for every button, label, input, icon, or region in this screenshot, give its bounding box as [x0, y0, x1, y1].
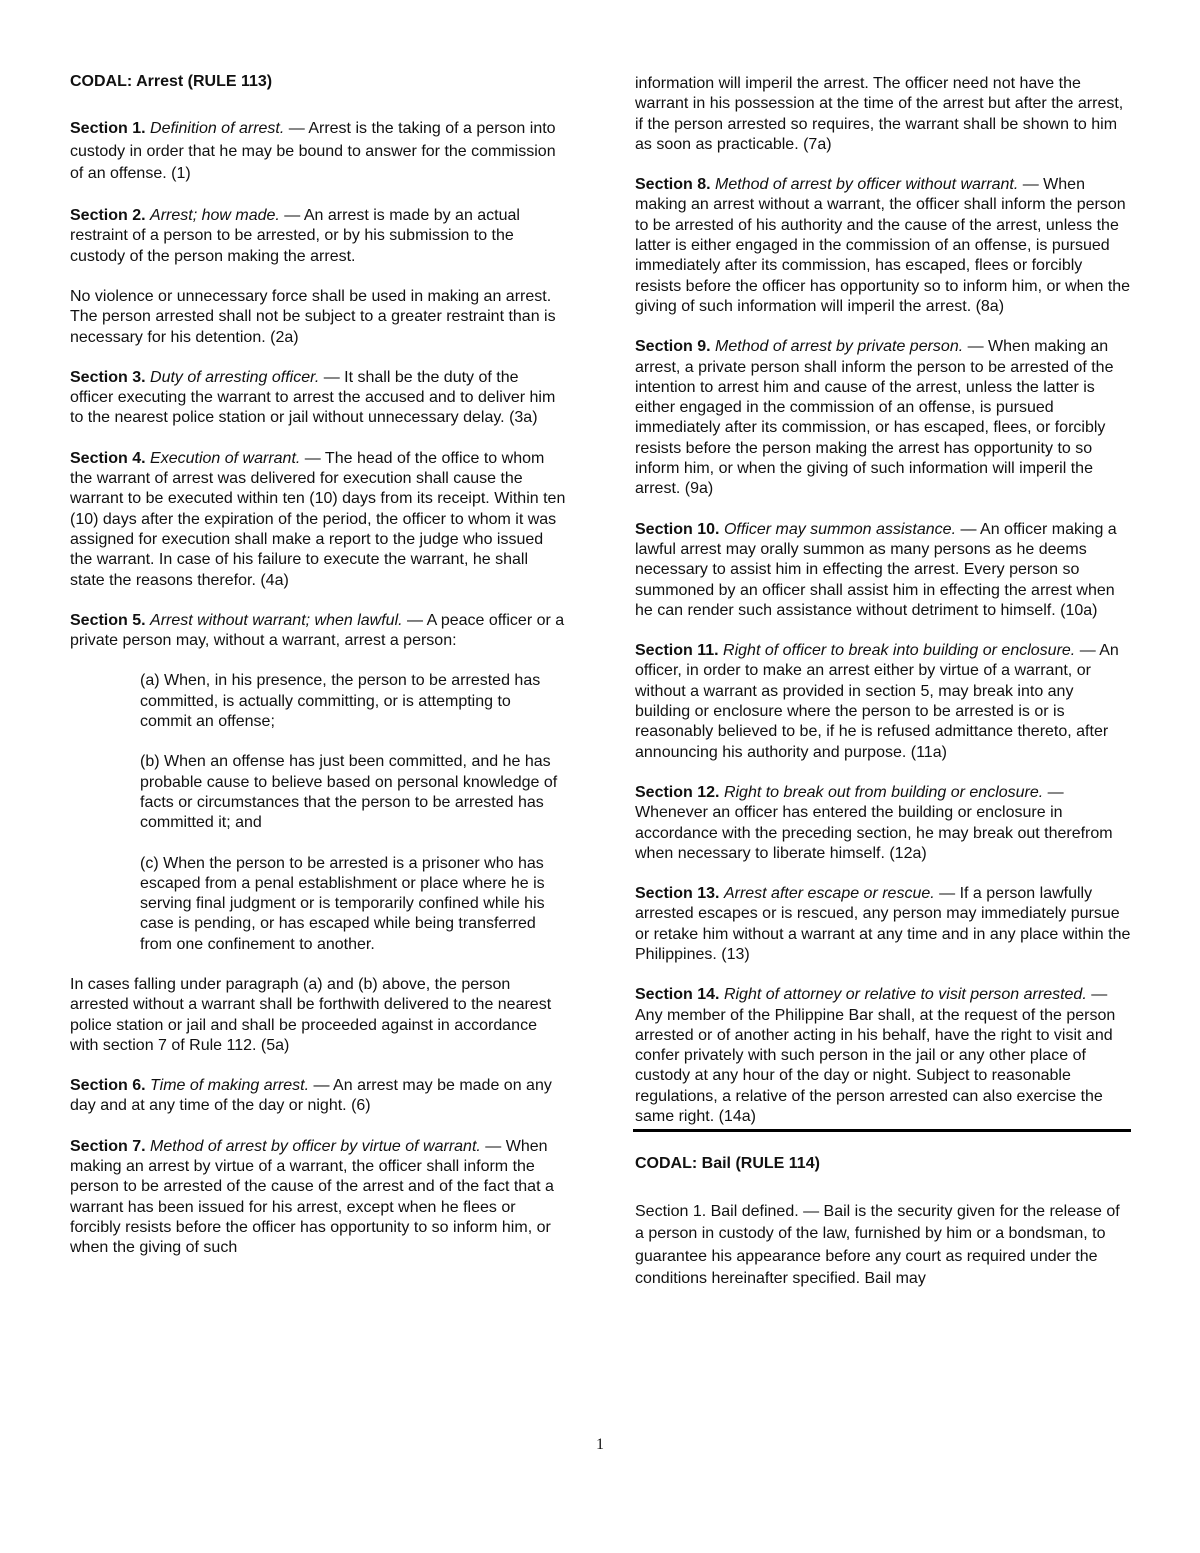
section-number: Section 12. [635, 783, 720, 801]
section-body: — If a person lawfully arrested escapes or is rescued, any person may immediately pursue or retake him without a warrant at any time and in any place within the Philippines. (13) [635, 885, 1131, 963]
section-5-item-b: (b) When an offense has just been committed, and he has probable cause to believe based on personal knowledge of facts or circumstances that the person to be arrested has committed it; and [140, 753, 558, 832]
section-3 [70, 368, 566, 429]
section-heading: Definition of arrest. [150, 120, 285, 138]
section-number: Section 14. [635, 986, 720, 1004]
section-heading: Arrest without warrant; when lawful. [150, 611, 403, 629]
arrest-rule-title: CODAL: Arrest (RULE 113) [70, 73, 273, 90]
section-number: Section 5. [70, 611, 146, 629]
section-number: Section 8. [635, 176, 711, 194]
section-5 [70, 611, 566, 652]
section-body: — An officer making a lawful arrest may orally summon as many persons as he deems necessary to assist him in effecting the arrest. Every person so summoned by an officer shall assist him in effecting the arrest when he can render such assistance without detriment to himself. (10a) [635, 520, 1117, 619]
section-number: Section 7. [70, 1137, 146, 1155]
section-heading: Arrest; how made. [150, 207, 280, 225]
section-heading: Arrest after escape or rescue. [723, 885, 935, 903]
section-body: — When making an arrest without a warrant, the officer shall inform the person to be arrested of his authority and the cause of the arrest, unless the latter is either engaged in the commission of an offense, is pursued immediately after its commission, has escaped, flees or forcibly resists before the officer has opportunity so to inform him, or when the giving of such information will imperil the arrest. (8a) [635, 176, 1131, 315]
page-number: 1 [596, 1436, 604, 1453]
section-number: Section 13. [635, 885, 720, 903]
bail-rule-title: CODAL: Bail (RULE 114) [635, 1155, 820, 1173]
section-divider [633, 1129, 1131, 1132]
section-5-item-a: (a) When, in his presence, the person to be arrested has committed, is actually committing, or is attempting to commit an offense; [140, 672, 541, 731]
section-body: — An arrest may be made on any day and at any time of the day or night. (6) [70, 1077, 552, 1115]
section-number: Section 1. [70, 120, 146, 138]
section-heading: Method of arrest by officer by virtue of warrant. [150, 1137, 481, 1155]
section-number: Section 11. [635, 642, 719, 660]
section-heading: Execution of warrant. [150, 449, 301, 467]
section-7-continued: information will imperil the arrest. The officer need not have the warrant in his possession at the time of the arrest but after the arrest, if the person arrested so requires, the warrant shall be shown to him as soon as practicable. (7a) [635, 75, 1124, 153]
section-8 [635, 175, 1131, 317]
section-body: — It shall be the duty of the officer executing the warrant to arrest the accused and to deliver him to the nearest police station or jail without unnecessary delay. (3a) [70, 368, 556, 427]
section-heading: Time of making arrest. [150, 1077, 310, 1095]
section-1 [70, 118, 566, 186]
section-5-closing: In cases falling under paragraph (a) and (b) above, the person arrested without a warrant shall be forthwith delivered to the nearest police station or jail and shall be proceeded against in accordance with section 7 of Rule 112. (5a) [70, 975, 552, 1054]
section-body: — Whenever an officer has entered the building or enclosure in accordance with the preceding section, he may break out therefrom when necessary to liberate himself. (12a) [635, 783, 1113, 862]
section-12 [635, 783, 1131, 864]
section-body: — Any member of the Philippine Bar shall, at the request of the person arrested or of another acting in his behalf, have the right to visit and confer privately with such person in the jail or any other place of custody at any hour of the day or night. Subject to reasonable regulations, a relative of the person arrested can also exercise the same right. (14a) [635, 986, 1116, 1126]
section-body: — Arrest is the taking of a person into custody in order that he may be bound to answer for the commission of an offense. (1) [70, 120, 556, 183]
section-6 [70, 1076, 566, 1117]
section-14 [635, 985, 1131, 1127]
left-column [70, 72, 566, 1279]
bail-section-1: Section 1. Bail defined. — Bail is the security given for the release of a person in custody of the law, furnished by him or a bondsman, to guarantee his appearance before any court as required under the conditions hereinafter specified. Bail may [635, 1202, 1120, 1288]
section-body: — An officer, in order to make an arrest either by virtue of a warrant, or without a warrant as provided in section 5, may break into any building or enclosure where the person to be arrested is or is reasonably believed to be, if he is refused admittance thereto, after announcing his authority and purpose. (11a) [635, 642, 1119, 761]
section-body: — An arrest is made by an actual restraint of a person to be arrested, or by his submission to the custody of the person making the arrest. [70, 207, 520, 265]
section-11 [635, 641, 1131, 763]
section-2 [70, 206, 566, 267]
section-heading: Duty of arresting officer. [150, 368, 320, 386]
section-heading: Method of arrest by officer without warrant. [715, 176, 1019, 194]
section-4 [70, 449, 566, 591]
section-heading: Right to break out from building or enclosure. [723, 783, 1044, 801]
section-body: — A peace officer or a private person may, without a warrant, arrest a person: [70, 611, 565, 650]
section-number: Section 6. [70, 1077, 146, 1095]
section-heading: Right of attorney or relative to visit person arrested. [723, 986, 1087, 1004]
section-body: — When making an arrest by virtue of a warrant, the officer shall inform the person to be arrested of the cause of the arrest and of the fact that a warrant has been issued for his arrest, except when he flees or forcibly resists before the officer has opportunity to so inform him, or when the giving of such [70, 1137, 554, 1257]
section-body: — When making an arrest, a private person shall inform the person to be arrested of the intention to arrest him and cause of the arrest, unless the latter is either engaged in the commission of an offense, is pursued immediately after its commission, or has escaped, flees, or forcibly resists before the person making the arrest has opportunity to so inform him, or when the giving of such information will imperil the arrest. (9a) [635, 338, 1114, 498]
section-heading: Officer may summon assistance. [723, 520, 957, 538]
section-13 [635, 884, 1131, 965]
section-body: — The head of the office to whom the warrant of arrest was delivered for execution shall cause the warrant to be executed within ten (10) days from its receipt. Within ten (10) days after the expiration of the period, the officer to whom it was assigned for execution shall make a report to the judge who issued the warrant. In case of his failure to execute the warrant, he shall state the reasons therefor. (4a) [70, 449, 566, 589]
right-column [635, 74, 1131, 1311]
section-9 [635, 337, 1131, 499]
section-number: Section 9. [635, 338, 711, 356]
section-number: Section 3. [70, 368, 146, 386]
section-7 [70, 1137, 566, 1259]
section-number: Section 10. [635, 520, 720, 538]
section-number: Section 2. [70, 207, 146, 225]
section-5-item-c: (c) When the person to be arrested is a prisoner who has escaped from a penal establishment or place where he is serving final judgment or is temporarily confined while his case is pending, or has escaped while being transferred from one confinement to another. [140, 854, 545, 953]
section-heading: Method of arrest by private person. [715, 338, 964, 356]
section-heading: Right of officer to break into building or enclosure. [723, 642, 1076, 660]
section-2-paragraph-2: No violence or unnecessary force shall be used in making an arrest. The person arrested shall not be subject to a greater restraint than is necessary for his detention. (2a) [70, 287, 556, 346]
section-number: Section 4. [70, 449, 146, 467]
section-10 [635, 520, 1131, 621]
